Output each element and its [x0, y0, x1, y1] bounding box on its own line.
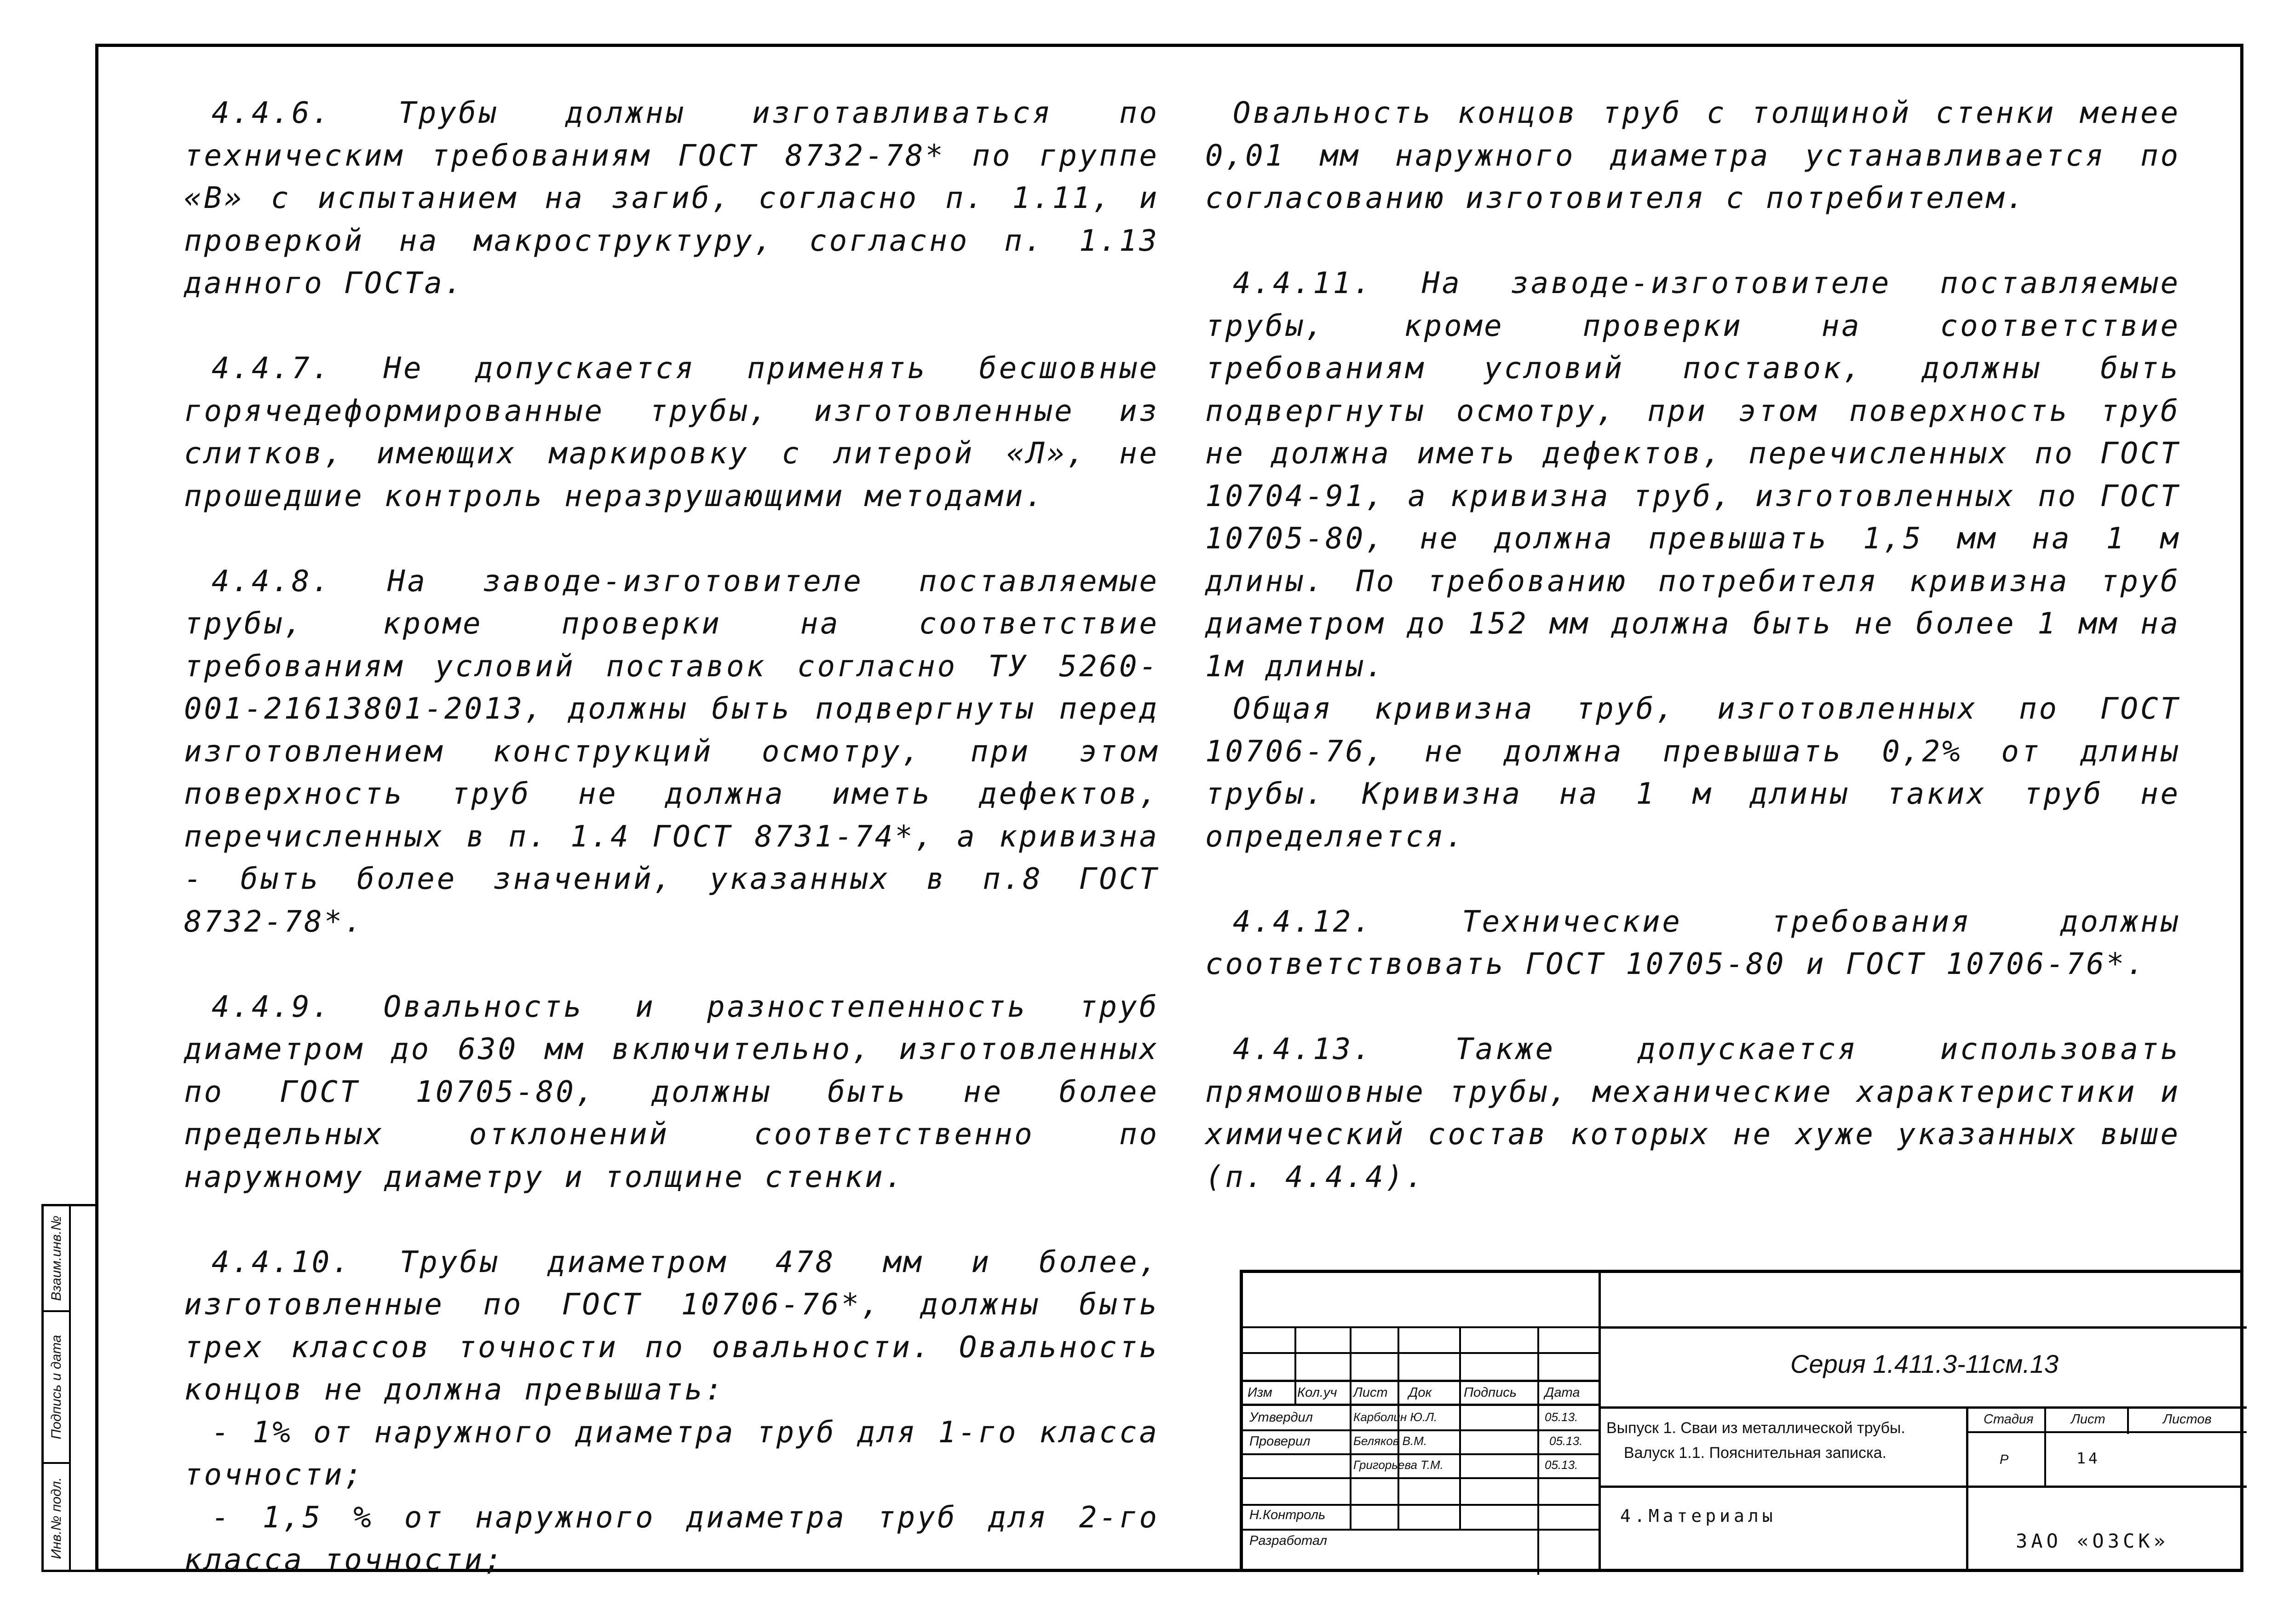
sheets-label: Листов: [2163, 1412, 2212, 1427]
divider: [2127, 1406, 2129, 1434]
role-utverdil: Утвердил: [1249, 1410, 1313, 1425]
list-item: - 1% от наружного диаметра труб для 1-го класса точности;: [184, 1415, 1159, 1492]
stage-value: Р: [2000, 1452, 2009, 1467]
list-item: - 1,5 % от наружного диаметра труб для 2-го класса точности;: [184, 1500, 1159, 1577]
paragraph-4-4-6: [184, 92, 1159, 305]
divider: [1459, 1326, 1461, 1529]
paragraph-4-4-7: [184, 347, 1159, 518]
header-kol: Кол.уч: [1297, 1385, 1337, 1400]
paragraph-4-4-12: [1205, 901, 2180, 986]
side-stamp-label: Инв.№ подл.: [48, 1477, 64, 1559]
paragraph-line: Общая кривизна труб, изготовленных по ГОСТ 10706-76, не должна превышать 0,2% от длины трубы. Кривизна на 1 м длины таких труб не определяется.: [1205, 692, 2180, 854]
title-block: [1240, 1270, 2243, 1572]
divider: [1599, 1486, 2247, 1488]
right-text-column: [1205, 92, 2180, 1241]
date-1: 05.13.: [1545, 1410, 1578, 1424]
paragraph-line: 4.4.12. Технические требования должны соответствовать ГОСТ 10705-80 и ГОСТ 10706-76*.: [1205, 904, 2180, 981]
header-podpis: Подпись: [1464, 1385, 1517, 1400]
sheet-label: Лист: [2071, 1412, 2105, 1427]
company-name: ЗАО «ОЗСК»: [2016, 1530, 2169, 1552]
section-name: 4.Материалы: [1620, 1506, 1777, 1526]
paragraph-4-4-9: [184, 986, 1159, 1199]
side-stamp-label: Подпись и дата: [48, 1335, 64, 1440]
header-izm: Изм: [1248, 1385, 1272, 1400]
name-3: Григорьева Т.М.: [1353, 1458, 1443, 1472]
left-text-column: [184, 92, 1159, 1624]
divider: [1599, 1406, 2247, 1409]
role-razrabotal: Разработал: [1249, 1533, 1328, 1548]
paragraph-line: 4.4.10. Трубы диаметром 478 мм и более, изготовленные по ГОСТ 10706-76*, должны быть трех классов точности по овальности. Овальность концов не должна превышать:: [184, 1245, 1159, 1407]
side-stamp-cell: [44, 1464, 69, 1572]
sheet-value: 14: [2076, 1449, 2100, 1467]
name-2: Беляков В.М.: [1353, 1434, 1427, 1448]
role-proveril: Проверил: [1249, 1434, 1311, 1449]
paragraph-line: 4.4.8. На заводе-изготовителе поставляемые трубы, кроме проверки на соответствие требованиям условий поставок согласно ТУ 5260-001-21613801-2013, должны быть подвергнуты перед изготовлением конструкций осмотру, при этом поверхность труб не должна иметь дефектов, перечисленных в п. 1.4 ГОСТ 8731-74*, а кривизна - быть более значений, указанных в п.8 ГОСТ 8732-78*.: [184, 564, 1159, 939]
paragraph-line: 4.4.11. На заводе-изготовителе поставляемые трубы, кроме проверки на соответствие требованиям условий поставок, должны быть подвергнуты осмотру, при этом поверхность труб не должна иметь дефектов, перечисленных по ГОСТ 10704-91, а кривизна труб, изготовленных по ГОСТ 10705-80, не должна превышать 1,5 мм на 1 м длины. По требованию потребителя кривизна труб диаметром до 152 мм должна быть не более 1 мм на 1м длины.: [1205, 266, 2180, 684]
doc-title-line-1: Выпуск 1. Сваи из металлической трубы.: [1606, 1419, 1905, 1437]
header-list: Лист: [1353, 1385, 1388, 1400]
paragraph-line: 4.4.7. Не допускается применять бесшовные горячедеформированные трубы, изготовленные из слитков, имеющих маркировку с литерой «Л», не прошедшие контроль неразрушающими методами.: [184, 351, 1159, 513]
paragraph-line: 4.4.6. Трубы должны изготавливаться по техническим требованиям ГОСТ 8732-78* по группе «В» с испытанием на загиб, согласно п. 1.11, и проверкой на макроструктуру, согласно п. 1.13 данного ГОСТа.: [184, 96, 1159, 300]
divider: [1537, 1326, 1539, 1575]
paragraph-4-4-10-continued: [1205, 92, 2180, 220]
paragraph-line: 4.4.13. Также допускается использовать прямошовные трубы, механические характеристики и химический состав которых не хуже указанных выше (п. 4.4.4).: [1205, 1032, 2180, 1194]
doc-title-line-2: Валуск 1.1. Пояснительная записка.: [1624, 1444, 1886, 1462]
divider: [1599, 1273, 1601, 1569]
paragraph-4-4-10: [184, 1241, 1159, 1582]
side-stamp: [41, 1204, 95, 1572]
name-1: Карболин Ю.Л.: [1353, 1410, 1438, 1424]
paragraph-4-4-8: [184, 560, 1159, 944]
paragraph-4-4-13: [1205, 1028, 2180, 1198]
side-stamp-cell: [44, 1206, 69, 1312]
header-dok: Док: [1409, 1385, 1432, 1400]
date-3: 05.13.: [1545, 1458, 1578, 1472]
role-nkontrol: Н.Контроль: [1249, 1508, 1326, 1522]
side-stamp-divider: [69, 1206, 71, 1570]
paragraph-line: Овальность концов труб с толщиной стенки менее 0,01 мм наружного диаметра устанавливается по согласованию изготовителя с потребителем.: [1205, 96, 2180, 215]
header-data: Дата: [1545, 1385, 1580, 1400]
side-stamp-label: Взаим.инв.№: [48, 1215, 64, 1301]
divider: [1350, 1326, 1351, 1529]
divider: [1397, 1326, 1399, 1529]
divider: [1966, 1431, 2247, 1433]
divider: [1243, 1453, 1599, 1455]
divider: [1243, 1529, 1599, 1531]
paragraph-line: 4.4.9. Овальность и разностепенность труб диаметром до 630 мм включительно, изготовленных по ГОСТ 10705-80, должны быть не более предельных отклонений соответственно по наружному диаметру и толщине стенки.: [184, 990, 1159, 1194]
divider: [2044, 1406, 2046, 1486]
series-title: Серия 1.411.3-11см.13: [1790, 1349, 2059, 1378]
divider: [1243, 1477, 1599, 1479]
paragraph-4-4-11: [1205, 262, 2180, 858]
stage-label: Стадия: [1984, 1412, 2034, 1427]
divider: [1243, 1504, 1599, 1506]
divider: [1243, 1429, 1599, 1431]
date-2: 05.13.: [1549, 1434, 1583, 1448]
divider: [1599, 1326, 2247, 1329]
side-stamp-cell: [44, 1312, 69, 1464]
divider: [1294, 1326, 1296, 1405]
